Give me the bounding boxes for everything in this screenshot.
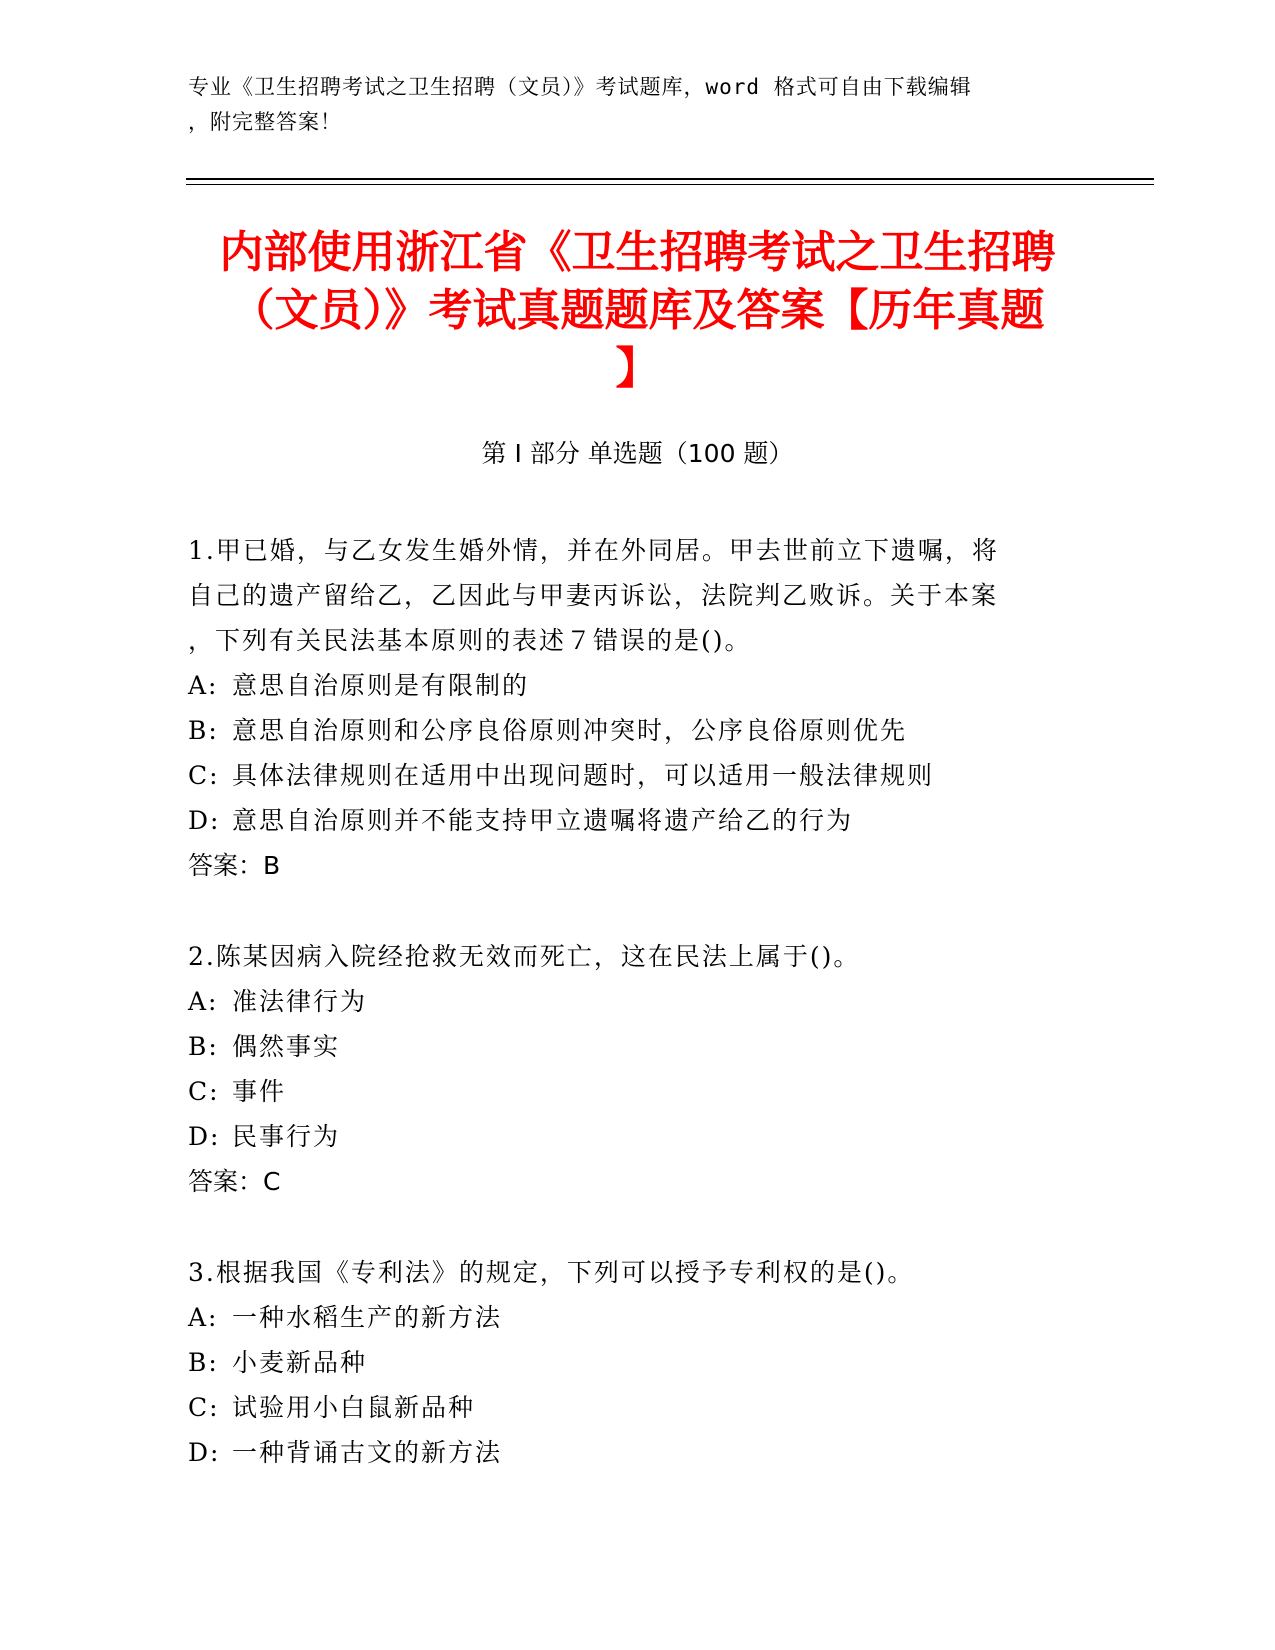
- option-letter: D:: [188, 1122, 221, 1151]
- section-heading: 第 I 部分 单选题（100 题）: [481, 439, 794, 468]
- option-a: [188, 663, 1088, 708]
- question-stem: [188, 528, 1088, 663]
- option-text: 小麦新品种: [232, 1348, 368, 1377]
- option-letter: B:: [188, 716, 219, 745]
- option-text: 事件: [232, 1077, 287, 1106]
- document-title-line-1: 内部使用浙江省《卫生招聘考试之卫生招聘: [219, 227, 1056, 278]
- option-letter: D:: [188, 806, 221, 835]
- header-divider-thick: [186, 178, 1154, 180]
- header-note-line-2: ，附完整答案！: [188, 110, 342, 134]
- option-letter: B:: [188, 1348, 219, 1377]
- question-item: [188, 934, 1088, 1204]
- document-title-line-2: （文员）》考试真题题库及答案【历年真题: [230, 285, 1045, 336]
- question-stem: [188, 934, 1088, 979]
- option-d: [188, 798, 1088, 843]
- option-c: [188, 1069, 1088, 1114]
- option-letter: A:: [188, 987, 219, 1016]
- document-title: [150, 224, 1125, 398]
- question-stem-line: 1.甲已婚，与乙女发生婚外情，并在外同居。甲去世前立下遗嘱，将: [188, 536, 999, 565]
- answer-line: 答案：C: [188, 1167, 281, 1196]
- option-letter: C:: [188, 1077, 220, 1106]
- option-a: [188, 979, 1088, 1024]
- option-b: [188, 708, 1088, 753]
- option-d: [188, 1114, 1088, 1159]
- question-list: [188, 528, 1088, 1521]
- option-b: [188, 1024, 1088, 1069]
- question-stem-line: 自己的遗产留给乙，乙因此与甲妻丙诉讼，法院判乙败诉。关于本案: [188, 581, 999, 610]
- question-stem-line: 3.根据我国《专利法》的规定，下列可以授予专利权的是()。: [188, 1258, 915, 1287]
- question-item: [188, 1250, 1088, 1475]
- option-text: 意思自治原则并不能支持甲立遗嘱将遗产给乙的行为: [232, 806, 854, 835]
- option-c: [188, 1385, 1088, 1430]
- option-text: 一种背诵古文的新方法: [232, 1438, 503, 1467]
- option-text: 准法律行为: [232, 987, 368, 1016]
- option-text: 试验用小白鼠新品种: [232, 1393, 476, 1422]
- option-d: [188, 1430, 1088, 1475]
- option-letter: D:: [188, 1438, 221, 1467]
- option-text: 民事行为: [232, 1122, 341, 1151]
- header-note-line-1: 专业《卫生招聘考试之卫生招聘（文员）》考试题库，word 格式可自由下载编辑: [188, 75, 972, 99]
- option-text: 意思自治原则和公序良俗原则冲突时，公序良俗原则优先: [232, 716, 908, 745]
- document-title-line-3: 】: [615, 343, 660, 394]
- question-stem: [188, 1250, 1088, 1295]
- answer-line: 答案：B: [188, 851, 281, 880]
- option-c: [188, 753, 1088, 798]
- option-letter: A:: [188, 671, 219, 700]
- option-b: [188, 1340, 1088, 1385]
- question-item: [188, 528, 1088, 888]
- header-divider-thin: [186, 184, 1154, 185]
- option-letter: C:: [188, 1393, 220, 1422]
- option-text: 一种水稻生产的新方法: [232, 1303, 503, 1332]
- option-a: [188, 1295, 1088, 1340]
- option-letter: C:: [188, 761, 220, 790]
- option-letter: B:: [188, 1032, 219, 1061]
- question-stem-line: 2.陈某因病入院经抢救无效而死亡，这在民法上属于()。: [188, 942, 861, 971]
- option-text: 偶然事实: [232, 1032, 341, 1061]
- option-letter: A:: [188, 1303, 219, 1332]
- option-text: 意思自治原则是有限制的: [232, 671, 530, 700]
- question-stem-line: ，下列有关民法基本原则的表述７错误的是()。: [188, 626, 752, 655]
- header-note: [188, 70, 1068, 140]
- option-text: 具体法律规则在适用中出现问题时，可以适用一般法律规则: [232, 761, 935, 790]
